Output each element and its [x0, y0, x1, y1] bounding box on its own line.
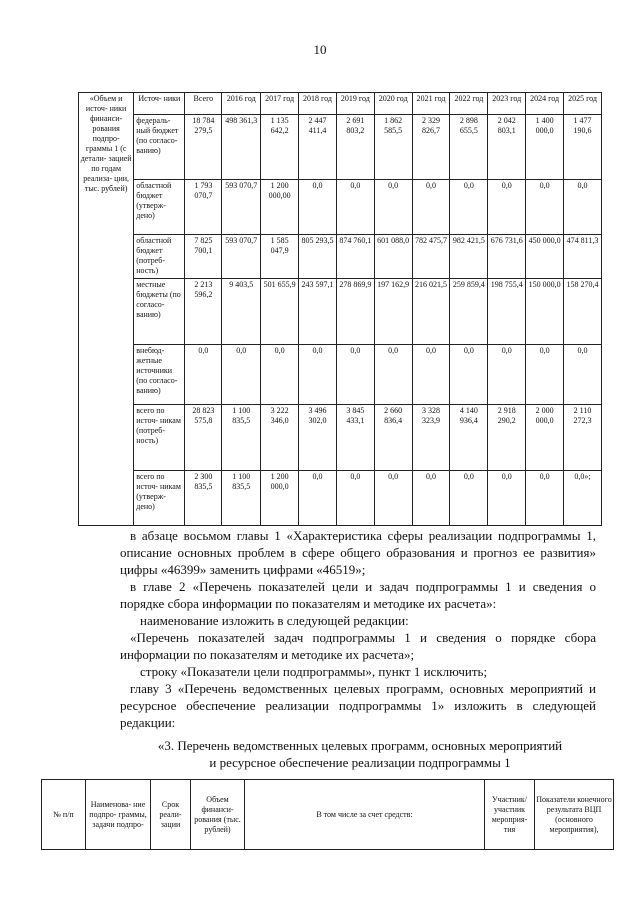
value-cell: 0,0	[336, 471, 374, 526]
value-cell: 498 361,3	[222, 115, 261, 180]
paragraph-2: в главе 2 «Перечень показателей цели и задач подпрограммы 1 и сведения о порядке сбора информации по показателям и методике их расчета»:	[120, 579, 596, 611]
value-cell: 0,0»;	[564, 471, 602, 526]
value-cell: 601 088,0	[374, 235, 412, 279]
value-cell: 474 811,3	[564, 235, 602, 279]
value-cell: 1 100 835,5	[222, 471, 261, 526]
paragraph-3: наименование изложить в следующей редакции:	[140, 613, 409, 628]
value-cell: 243 597,1	[299, 279, 337, 345]
value-cell: 0,0	[222, 345, 261, 405]
value-cell: 216 021,5	[412, 279, 450, 345]
value-cell: 3 328 323,9	[412, 405, 450, 471]
value-cell: 2 447 411,4	[299, 115, 337, 180]
table-row	[79, 405, 602, 471]
column-header: 2024 год	[526, 93, 564, 115]
value-cell: 2 329 826,7	[412, 115, 450, 180]
table-row	[79, 471, 602, 526]
source-cell: всего по источ- никам (потреб- ность)	[134, 405, 185, 471]
value-cell: 1 585 047,9	[261, 235, 299, 279]
value-cell: 450 000,0	[526, 235, 564, 279]
column-header: 2022 год	[450, 93, 488, 115]
value-cell: 259 859,4	[450, 279, 488, 345]
paragraph-5: строку «Показатели цели подпрограммы», пункт 1 исключить;	[140, 664, 488, 679]
source-cell: всего по источ- никам (утверж- дено)	[134, 471, 185, 526]
value-cell: 0,0	[374, 180, 412, 235]
value-cell: 0,0	[450, 345, 488, 405]
value-cell: 782 475,7	[412, 235, 450, 279]
header-period: Срок реали- зации	[151, 780, 191, 850]
value-cell: 0,0	[564, 345, 602, 405]
value-cell: 1 862 585,5	[374, 115, 412, 180]
column-header: 2017 год	[261, 93, 299, 115]
section-heading-line2: и ресурсное обеспечение реализации подпрограммы 1	[209, 755, 511, 770]
value-cell: 9 403,5	[222, 279, 261, 345]
value-cell: 1 793 070,7	[185, 180, 222, 235]
paragraph-4: «Перечень показателей задач подпрограммы 1 и сведения о порядке сбора информации по показателям и методике их расчета»;	[120, 630, 596, 662]
value-cell: 2 918 290,2	[488, 405, 526, 471]
value-cell: 501 655,9	[261, 279, 299, 345]
value-cell: 982 421,5	[450, 235, 488, 279]
value-cell: 0,0	[488, 471, 526, 526]
value-cell: 28 823 575,8	[185, 405, 222, 471]
value-cell: 1 477 190,6	[564, 115, 602, 180]
value-cell: 2 213 596,2	[185, 279, 222, 345]
source-cell: федераль- ный бюджет (по согласо- ванию)	[134, 115, 185, 180]
financing-table	[78, 92, 602, 526]
value-cell: 3 845 433,1	[336, 405, 374, 471]
table-row	[79, 180, 602, 235]
source-cell: местные бюджеты (по согласо- ванию)	[134, 279, 185, 345]
value-cell: 0,0	[374, 471, 412, 526]
value-cell: 0,0	[299, 345, 337, 405]
value-cell: 1 200 000,00	[261, 180, 299, 235]
value-cell: 805 293,5	[299, 235, 337, 279]
value-cell: 1 400 000,0	[526, 115, 564, 180]
value-cell: 4 140 936,4	[450, 405, 488, 471]
column-header: 2018 год	[299, 93, 337, 115]
value-cell: 1 135 642,2	[261, 115, 299, 180]
value-cell: 0,0	[185, 345, 222, 405]
value-cell: 0,0	[488, 345, 526, 405]
value-cell: 593 070,7	[222, 235, 261, 279]
value-cell: 0,0	[412, 345, 450, 405]
paragraph-6: главу 3 «Перечень ведомственных целевых программ, основных мероприятий и ресурсное обеспечение реализации подпрограммы 1» изложить в следующей редакции:	[120, 681, 596, 730]
table-row	[79, 279, 602, 345]
value-cell: 2 660 836,4	[374, 405, 412, 471]
value-cell: 2 691 803,2	[336, 115, 374, 180]
column-header: Источ- ники	[134, 93, 185, 115]
source-cell: областной бюджет (утверж- дено)	[134, 180, 185, 235]
value-cell: 198 755,4	[488, 279, 526, 345]
value-cell: 3 222 346,0	[261, 405, 299, 471]
value-cell: 2 110 272,3	[564, 405, 602, 471]
value-cell: 0,0	[336, 180, 374, 235]
value-cell: 0,0	[412, 180, 450, 235]
header-volume: Объем финанси- рования (тыс. рублей)	[191, 780, 245, 850]
value-cell: 0,0	[488, 180, 526, 235]
value-cell: 1 100 835,5	[222, 405, 261, 471]
value-cell: 0,0	[299, 471, 337, 526]
value-cell: 0,0	[374, 345, 412, 405]
value-cell: 0,0	[564, 180, 602, 235]
value-cell: 0,0	[526, 180, 564, 235]
value-cell: 0,0	[526, 471, 564, 526]
value-cell: 197 162,9	[374, 279, 412, 345]
table-row	[79, 115, 602, 180]
financing-label: «Объем и источ- ники финанси- рования подпро- граммы 1 (с детали- зацией по годам реализа- ции, тыс. рублей)	[79, 93, 134, 526]
value-cell: 1 200 000,0	[261, 471, 299, 526]
paragraph-1: в абзаце восьмом главы 1 «Характеристика сферы реализации подпрограммы 1, описание основных проблем в сфере общего образования и прогноз ее развития» цифры «46399» заменить цифрами «46519»;	[120, 528, 596, 577]
value-cell: 676 731,6	[488, 235, 526, 279]
subprogram-table	[41, 779, 614, 850]
column-header: 2020 год	[374, 93, 412, 115]
column-header: 2023 год	[488, 93, 526, 115]
header-sources: В том числе за счет средств:	[245, 780, 485, 850]
column-header: 2019 год	[336, 93, 374, 115]
source-cell: областной бюджет (потреб- ность)	[134, 235, 185, 279]
value-cell: 0,0	[526, 345, 564, 405]
column-header: 2016 год	[222, 93, 261, 115]
value-cell: 2 300 835,5	[185, 471, 222, 526]
value-cell: 593 070,7	[222, 180, 261, 235]
section-heading-line1: «3. Перечень ведомственных целевых программ, основных мероприятий	[157, 738, 563, 753]
page-number: 10	[313, 42, 327, 57]
header-participant: Участник/ участник мероприя- тия	[485, 780, 535, 850]
value-cell: 0,0	[450, 180, 488, 235]
value-cell: 874 760,1	[336, 235, 374, 279]
value-cell: 2 042 803,1	[488, 115, 526, 180]
value-cell: 150 000,0	[526, 279, 564, 345]
value-cell: 0,0	[261, 345, 299, 405]
value-cell: 0,0	[450, 471, 488, 526]
source-cell: внебюд- жетные источники (по согласо- ванию)	[134, 345, 185, 405]
value-cell: 3 496 302,0	[299, 405, 337, 471]
header-name: Наименова- ние подпро- граммы, задачи подпро-	[86, 780, 151, 850]
value-cell: 0,0	[299, 180, 337, 235]
table-row	[79, 235, 602, 279]
value-cell: 7 825 700,1	[185, 235, 222, 279]
header-number: № п/п	[42, 780, 86, 850]
value-cell: 158 270,4	[564, 279, 602, 345]
table-row	[79, 345, 602, 405]
column-header: Всего	[185, 93, 222, 115]
header-indicators: Показатели конечного результата ВЦП (основного мероприятия),	[535, 780, 614, 850]
value-cell: 278 869,9	[336, 279, 374, 345]
value-cell: 0,0	[336, 345, 374, 405]
value-cell: 18 784 279,5	[185, 115, 222, 180]
value-cell: 2 000 000,0	[526, 405, 564, 471]
value-cell: 0,0	[412, 471, 450, 526]
column-header: 2021 год	[412, 93, 450, 115]
column-header: 2025 год	[564, 93, 602, 115]
value-cell: 2 898 655,5	[450, 115, 488, 180]
